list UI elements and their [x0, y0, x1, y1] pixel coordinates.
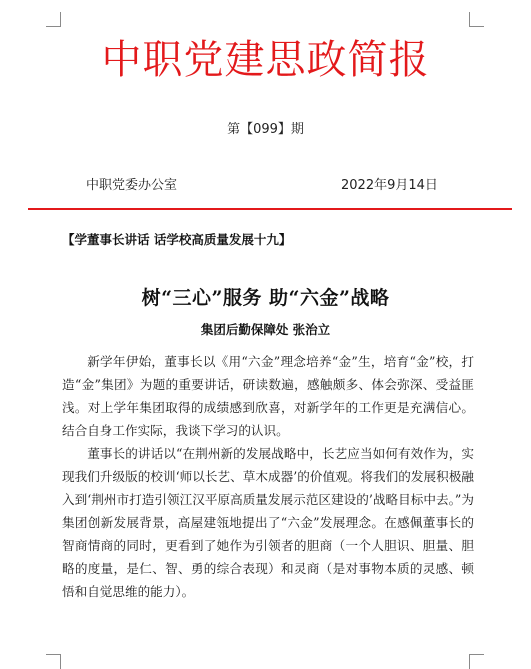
- crop-mark-top-left: [46, 12, 61, 27]
- issuer-office: 中职党委办公室: [86, 178, 178, 193]
- body-paragraph: 董事长的讲话以“在荆州新的发展战略中，长艺应当如何有效作为，实现我们升级版的校训‘师以长艺、草木成器’的价值观。将我们的发展积极融入到‘荆州市打造引领江汉平原高质量发展示范区建设的’战略目标中去。”为集团创新发展背景，高屋建瓴地提出了“六金”发展理念。在感佩董事长的智商情商的同时，更看到了她作为引领者的胆商（一个人胆识、胆量、胆略的度量，是仁、智、勇的综合表现）和灵商（是对事物本质的灵感、顿悟和自觉思维的能力）。: [62, 446, 474, 599]
- article-title: 树“三心”服务 助“六金”战略: [141, 287, 390, 309]
- crop-mark-top-right: [469, 12, 484, 27]
- body-paragraph: 新学年伊始，董事长以《用“六金”理念培养“金”生，培育“金”校，打造“金”集团》为题的重要讲话，研读数遍，感触颇多、体会弥深、受益匪浅。对上学年集团取得的成绩感到欣喜，对新学年的工作更是充满信心。结合自身工作实际，我谈下学习的认识。: [62, 354, 474, 438]
- article-body: [62, 350, 474, 603]
- masthead-title: 中职党建思政简报: [101, 37, 430, 83]
- header-divider: [28, 208, 512, 210]
- crop-mark-bottom-left: [46, 654, 61, 669]
- column-tag: 【学董事长讲话 话学校高质量发展十九】: [62, 232, 292, 247]
- article-byline: 集团后勤保障处 张治立: [200, 322, 331, 337]
- issue-number: 第【099】期: [227, 122, 304, 137]
- crop-mark-bottom-right: [469, 654, 484, 669]
- issue-date: 2022年9月14日: [341, 178, 438, 193]
